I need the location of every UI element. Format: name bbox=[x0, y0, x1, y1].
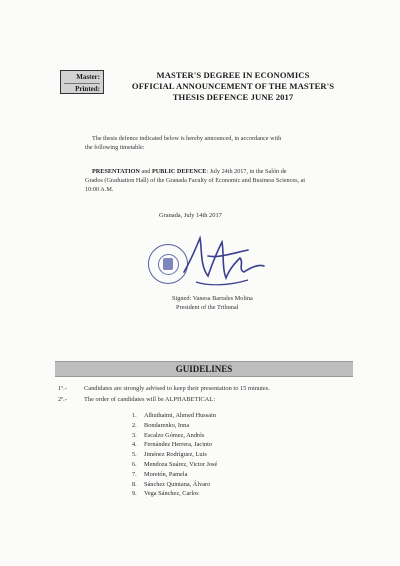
candidate-item bbox=[132, 411, 217, 421]
candidate-number: 9. bbox=[132, 490, 137, 498]
candidate-name: Vega Sánchez, Carlos bbox=[144, 490, 199, 498]
candidate-item bbox=[132, 480, 217, 490]
announcement-title bbox=[118, 70, 348, 103]
printed-tag: Printed: bbox=[75, 85, 100, 93]
intro-paragraph bbox=[85, 134, 362, 152]
candidate-number: 7. bbox=[132, 470, 137, 478]
candidate-item bbox=[132, 460, 217, 470]
public-defence-label: PUBLIC DEFENCE bbox=[151, 168, 207, 175]
candidate-item bbox=[132, 470, 217, 480]
time-line: 10:00 A.M. bbox=[85, 186, 114, 193]
presentation-label: PRESENTATION bbox=[92, 168, 140, 175]
candidate-name: Alhuthaimi, Ahmed Hussain bbox=[144, 412, 216, 419]
presentation-paragraph bbox=[85, 167, 364, 194]
candidate-number: 3. bbox=[132, 431, 137, 439]
candidate-item bbox=[132, 421, 217, 431]
master-tag-box bbox=[60, 70, 104, 94]
candidate-name: Moretón, Pamela bbox=[144, 470, 188, 478]
candidate-number: 2. bbox=[132, 421, 137, 429]
candidate-number: 8. bbox=[132, 480, 137, 488]
candidate-item bbox=[132, 489, 217, 499]
master-tag: Master: bbox=[64, 72, 100, 84]
candidate-name: Escalzo Gómez, Andrés bbox=[144, 431, 205, 439]
and-text: and bbox=[139, 168, 152, 175]
place-date: Granada, July 14th 2017 bbox=[159, 212, 222, 219]
title-line-1: MASTER'S DEGREE IN ECONOMICS bbox=[156, 70, 310, 80]
guideline-text: Candidates are strongly advised to keep their presentation to 15 minutes. bbox=[84, 385, 270, 392]
venue-line: Grados (Graduation Hall) of the Granada Faculty of Economic and Business Sciences, at bbox=[85, 177, 306, 184]
guideline-item bbox=[58, 396, 215, 403]
title-line-3: THESIS DEFENCE JUNE 2017 bbox=[172, 92, 294, 102]
signed-by: Signed: Vanesa Barrales Molina bbox=[172, 295, 253, 302]
guideline-text: The order of candidates will be ALPHABETICAL: bbox=[84, 396, 215, 403]
guideline-item bbox=[58, 385, 270, 392]
candidate-name: Mendoza Suárez, Victor José bbox=[144, 460, 218, 468]
candidate-number: 5. bbox=[132, 451, 137, 459]
candidate-name: Jiménez Rodríguez, Luis bbox=[144, 451, 207, 459]
candidate-item bbox=[132, 431, 217, 441]
candidate-name: Sánchez Quintana, Álvaro bbox=[144, 480, 211, 488]
candidate-number: 1. bbox=[132, 412, 137, 419]
candidate-name: Fernández Herrera, Jacinto bbox=[144, 441, 213, 449]
date-venue-text: : July 24th 2017, in the Salón de bbox=[206, 168, 287, 175]
guidelines-heading: GUIDELINES bbox=[55, 361, 353, 377]
intro-line-1: The thesis defence indicated below is hereby announced, in accordance with bbox=[92, 135, 282, 142]
intro-line-2: the following timetable: bbox=[85, 144, 145, 151]
signature-area bbox=[140, 228, 270, 298]
title-line-2: OFFICIAL ANNOUNCEMENT OF THE MASTER'S bbox=[131, 81, 335, 91]
guideline-number: 2º.- bbox=[58, 396, 67, 403]
candidate-item bbox=[132, 450, 217, 460]
handwritten-signature bbox=[178, 228, 268, 293]
candidate-list bbox=[132, 411, 217, 499]
signer-role: President of the Tribunal bbox=[176, 304, 239, 311]
candidate-number: 6. bbox=[132, 460, 137, 468]
candidate-item bbox=[132, 440, 217, 450]
guideline-number: 1º.- bbox=[58, 385, 67, 392]
candidate-name: Bondarenko, Inna bbox=[144, 421, 190, 429]
candidate-number: 4. bbox=[132, 441, 137, 449]
